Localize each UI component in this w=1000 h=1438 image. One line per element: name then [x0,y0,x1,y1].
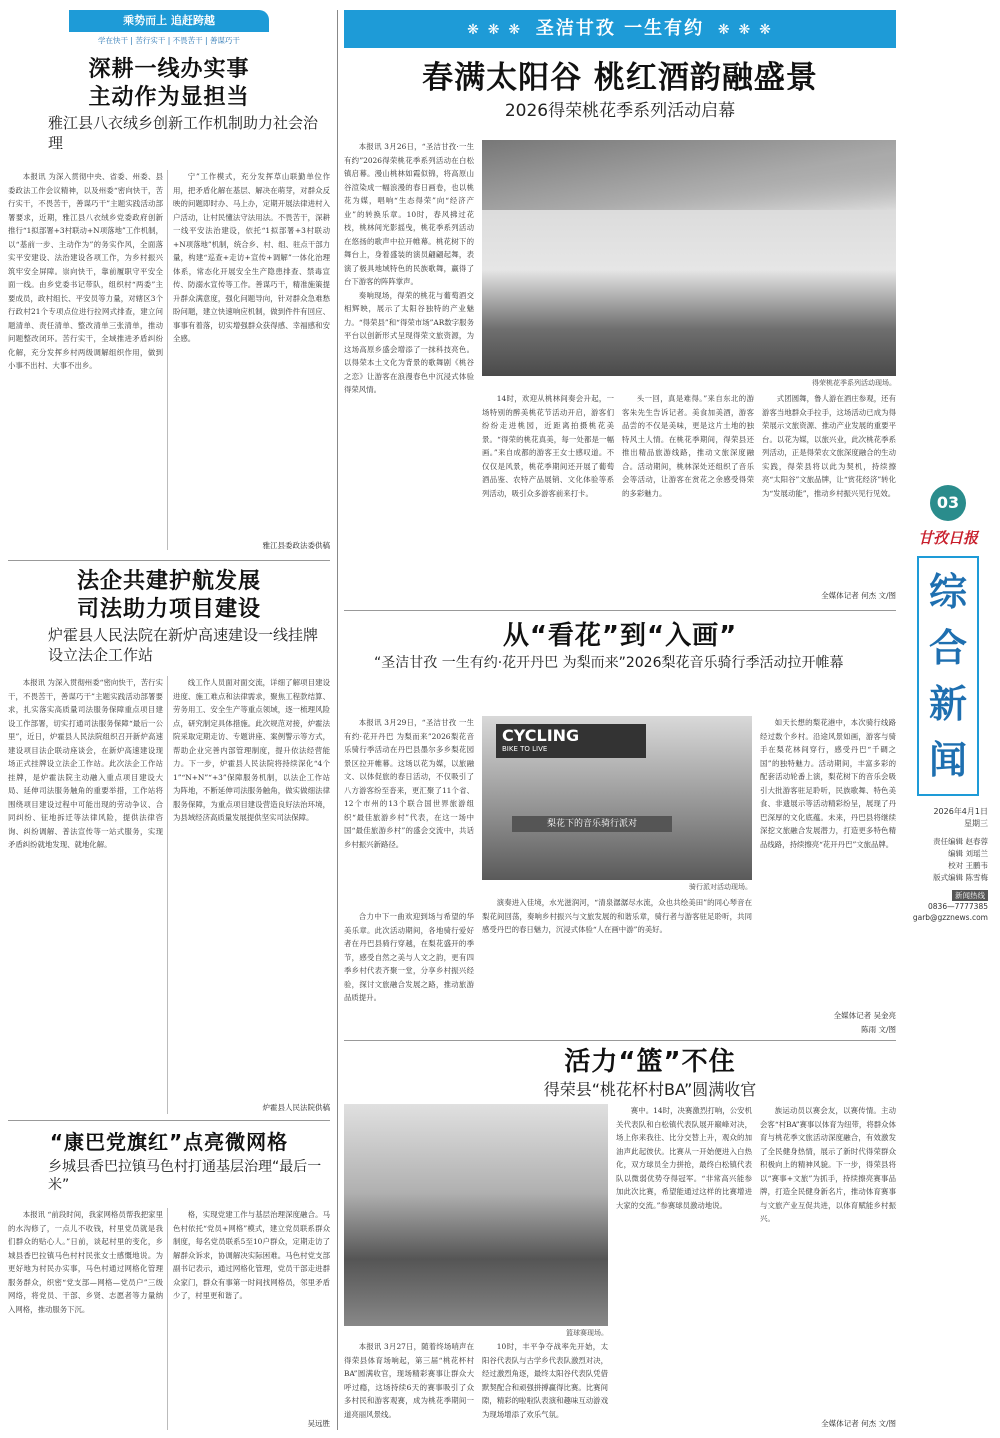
article-byline: 陈雨 文/图 [861,1025,896,1034]
banner-subtext: BIKE TO LIVE [502,745,548,753]
body-text: 合力中下一曲欢迎到场与希望的华美乐章。此次活动期间，各地骑行爱好者在丹巴县骑行穿越，在梨花盛开的季节，感受自然之美与人文之韵，更有四季乡村代表齐聚一堂，分享乡村振兴经验，探讨文旅融合发展之路，推动旅游品质提升。 [344,912,474,1002]
cycling-event-photo [482,716,752,880]
article-body [482,896,752,1056]
body-text: 14时，欢迎从桃林间奏会升起，一场特别的醉美桃花节活动开启，游客们纷纷走进桃园，近距离拍摄桃花美景。“得荣的桃花真美，每一处都是一幅画。”来自成都的游客王女士感叹道。不仅仅是风景，桃花季期间还开展了葡萄酒品鉴、农特产品展销、文化体验等系列活动，吸引众多游客前来打卡。 [482,394,614,498]
body-text: 本报讯 为深入贯彻州委“密向快干，苦行实干，不畏苦干，善谋巧干”主题实践活动部署要求，扎实落实高质量司法服务保障重点项目建设工作部署，切实打通司法服务保障“最后一公里”，近日，炉霍县人民法院组织召开新炉高速建设项目法企联动座谈会，在新炉高速建设现场正式挂牌设立法企工作站。此次法企工作站挂牌，是炉霍法院主动融入重点项目建设大局、延伸司法服务触角的重要举措，工作站将围绕项目建设过程中可能出现的劳动争议、合同纠纷、征地拆迁等法律风险，提供法律咨询、纠纷调解、普法宣传等一站式服务，实现矛盾纠纷就地发现、就地化解。 [8,678,163,849]
article-peach [344,56,896,122]
article-byline: 吴远胜 [307,1419,330,1428]
article-title: 法企共建护航发展 [76,569,261,594]
body-text: 式团圆舞，鲁人游在酒庄参观，还有游客当地群众手拉手，这场活动已成为得荣展示文旅资源、推动产业发展的重要平台。以花为媒，以旅兴业，此次桃花季系列活动，正是得荣农文旅深度融合的生动实践，得荣县将以此为契机，持续擦亮“太阳谷”文旅品牌，让“赏花经济”转化为“发展动能”，推动乡村振兴见行见效。 [762,394,896,498]
tag: 不畏苦干 [172,36,203,45]
banner-deco-icon: ❋ ❋ ❋ [467,22,536,38]
article-byline: 雅江县委政法委供稿 [262,541,330,550]
staff-line: 版式编辑 陈雪梅 [933,873,988,882]
article-body [482,1340,608,1432]
article-subtitle: 雅江县八衣绒乡创新工作机制助力社会治理 [48,114,319,152]
article-subtitle: 乡城县香巴拉镇马色村打通基层治理“最后一米” [48,1159,322,1194]
article-title: 从“看花”到“入画” [502,621,738,651]
article-title: 司法助力项目建设 [76,597,261,622]
body-text: 演奏进入佳境，水光滋润河，“清泉潺潺尽水流，众也共绘美田”的同心琴音在梨花间回荡，奏响乡村振兴与文旅发展的和谐乐章，骑行者与游客驻足聆听，共同感受丹巴的春日魅力，沉浸式体验“人在画中游”的美好。 [482,898,752,934]
photo-caption: 骑行派对活动现场。 [689,883,752,891]
left-column-header [8,10,330,48]
article-body [173,676,330,1102]
body-text: 赛中。14时，决赛激烈打响，公安机关代表队和白松镇代表队展开巅峰对决，场上你来我往、比分交替上升，观众的加油声此起彼伏。比赛从一开始便进入白热化，双方球员全力拼抢，最终白松镇代表队以微弱优势夺得冠军。“非常高兴能参加此次比赛，希望能通过这样的比赛增进大家的交流。”参赛球员激动地说。 [616,1106,752,1210]
page-number: 03 [936,493,960,512]
hotline-phone: 0836—7777385 [928,902,988,911]
column-rule [167,676,168,1114]
article-body [173,1208,330,1416]
article-party [8,1128,330,1194]
section-char: 综 [928,570,967,614]
staff-line: 编辑 刘瑶兰 [948,849,988,858]
stage-banner: 梨花下的音乐骑行派对 [512,816,672,832]
banner-text: CYCLING [502,726,580,745]
cycling-banner [496,724,646,758]
body-text: 10时，丰平争夺战率先开始，太阳谷代表队与古学乡代表队激烈对决，经过激烈角逐，最终太阳谷代表队凭借默契配合和顽强拼搏赢得比赛。比赛间隙，精彩的啦啦队表演和趣味互动游戏为现场增添了欢乐气氛。 [482,1342,608,1419]
body-text: 线工作人员面对面交流，详细了解项目建设进度、施工难点和法律需求，聚焦工程款结算、劳务用工、安全生产等重点领域，逐一梳理风险点，研究制定具体措施。此次规范对接，炉霍法院采取定期走访、专题讲座、案例警示等方式，帮助企业完善内部管理制度，提升依法经营能力。下一步，炉霍县人民法院将持续深化“4个1”“N+N”“+3”保障服务机制，以法企工作站为阵地，不断延伸司法服务触角，做实做细法律服务保障，为重点项目建设营造良好法治环境，为县域经济高质量发展提供坚实司法保障。 [173,678,330,822]
article-body [8,676,163,1114]
body-text: 格，实现党建工作与基层治理深度融合。马色村依托“党员+网格”模式，建立党员联系群众制度，每名党员联系5至10户群众，定期走访了解群众诉求，协调解决实际困难。马色村党支部副书记表示，通过网格化管理，党员干部走进群众家门，群众有事第一时间找网格员，邻里矛盾少了，村里更和谐了。 [173,1210,330,1300]
email: garb@gzznews.com [912,913,988,922]
column-rule [167,1208,168,1430]
section-divider [344,610,896,611]
article-subtitle: 2026得荣桃花季系列活动启幕 [504,101,736,121]
tag: 学在快干 [98,36,129,45]
section-banner [344,10,896,48]
article-title: 主动作为显担当 [88,85,250,110]
issue-date [904,806,992,830]
body-text: 头一回，真是难得。”来自东北的游客朱先生告诉记者。美食加美酒，游客品尝的不仅是美味，更是这片土地的独特风土人情。在桃花季期间，得荣县还推出精品旅游线路，推动文旅深度融合。活动期间，桃林深处还组织了音乐会等活动，让游客在赏花之余感受得荣的多彩魅力。 [622,394,754,498]
body-text: 本报讯 3月27日，随着终场哨声在得荣县体育场响起，第三届“桃花杯村BA”圆满收官，现场精彩赛事让群众大呼过瘾，这场持续6天的赛事吸引了众多村民和游客观赛，成为桃花季期间一道亮丽风景线。 [344,1342,474,1419]
body-text: 奏响现场，得荣的桃花与葡萄酒交相辉映，展示了太阳谷独特的产业魅力。“得荣县”和“得荣市场”AR数字服务平台以创新形式呈现得荣文旅资源，为这场高原乡盛会增添了一抹科技亮色。以得荣本土文化为背景的歌舞剧《桃谷之恋》让游客在浪漫春色中沉浸式体验得荣风情。 [344,290,474,394]
article-body [344,140,474,600]
article-body [8,170,163,550]
article-title: 深耕一线办实事 [88,57,250,82]
body-text: 族运动员以赛会友，以赛传情。主动会客“村BA”赛事以体育为纽带，将群众体育与桃花季文旅活动深度融合，有效激发了全民健身热情，展示了新时代得荣群众积极向上的精神风貌。下一步，得荣县将以“赛事+文旅”为抓手，持续擦亮赛事品牌，打造全民健身新名片，推动体育赛事与文旅产业互促共进，以体育赋能乡村振兴。 [760,1106,896,1223]
body-text: 本报讯 3月26日，“圣洁甘孜·一生有约”2026得荣桃花季系列活动在白松镇启幕。漫山桃林如霞似锦，将高原山谷渲染成一幅浪漫的春日画卷，也以桃花为媒，唱响“生态得荣”向“经济产业”的转换乐章。10时，春风拂过花枝，桃林间光影摇曳，桃花季系列活动在悠扬的歌声中拉开帷幕。桃花树下的舞台上，身着盛装的演员翩翩起舞，表演了极具地域特色的民族歌舞，赢得了台下游客的阵阵掌声。 [344,142,474,286]
tag: 善谋巧干 [209,36,240,45]
article-body [344,910,474,1060]
article-title: 春满太阳谷 桃红酒韵融盛景 [422,60,818,96]
article-body [622,392,754,600]
left-header-title: 乘势而上 追赶跨越 [69,10,269,32]
staff-credits [904,836,992,884]
body-text: 本报讯 3月29日，“圣洁甘孜 一生有约·花开丹巴 为梨而来”2026梨花音乐骑行季活动在丹巴县墨尔多乡梨花园景区拉开帷幕。这场以花为媒，以旅融文、以体促旅的春日活动，不仅吸引了八方游客纷至沓来，更汇聚了11个省、12个市州的13个联合国世界旅游组织“最佳旅游乡村”代表，在这一场中国“最佳旅游乡村”的盛会交流中，共话乡村振兴新路径。 [344,718,474,849]
section-char: 闻 [928,738,967,782]
column-rule [167,170,168,550]
page-column-rule [337,10,338,1430]
article-pingan [8,56,330,153]
body-text: 本报讯 “前段时间，我家网格员帮我把家里的水沟修了，一点儿不收钱，村里党员就是我们群众的贴心人。”日前，谈起村里的变化，乡城县香巴拉镇马色村村民张女士感慨地说。为更好地为村民办实事，马色村通过网格化管理服务群众，织密“党支部—网格—党员户”三级网络，将党员、干部、乡贤、志愿者等力量纳入网格，推动服务下沉。 [8,1210,163,1314]
article-subtitle: “圣洁甘孜 一生有约·花开丹巴 为梨而来”2026梨花音乐骑行季活动拉开帷幕 [374,655,844,671]
body-text: 本报讯 为深入贯彻中央、省委、州委、县委政法工作会议精神，以及州委“密向快干，苦行实干，不畏苦干，善谋巧干”主题实践活动部署要求，近期，雅江县八衣绒乡党委政府创新推行“1拟部署+3村联动+N项落地”工作机制，以“基前一步、主动作为”的务实作风，全面落实平安建设、法治建设各项工作，为乡村振兴筑牢安全屏障。崇向快干，靠前履职守平安全面一线。由乡党委书记带队，组织村“两委”主要成员，政村组长、平安员等力量，对辖区3个行政村21个专项点位进行拉网式排查，建立问题清单、责任清单、整改清单三张清单，推动问题整改闭环。苦行实干，全域推进矛盾纠纷化解，充分发挥乡村两级调解组织作用，做到小事不出村、大事不出乡。 [8,172,163,370]
photo-caption: 得荣桃花季系列活动现场。 [812,379,896,387]
article-title: “康巴党旗红”点亮微网格 [49,1130,289,1154]
basketball-photo [344,1104,608,1326]
article-byline: 全媒体记者 吴金亮 [833,1011,896,1020]
page-sidebar [904,485,992,923]
article-court [8,568,330,665]
article-subtitle: 炉霍县人民法院在新炉高速建设一线挂牌设立法企工作站 [48,626,319,664]
banner-title: 圣洁甘孜 一生有约 [535,18,705,39]
body-text: 宁”工作模式，充分发挥草山联勤单位作用，把矛盾化解在基层、解决在萌芽，对群众反映的问题即时办、马上办，定期开展法律进村入户活动，让村民懂法守法用法。不畏苦干，深耕一线平安法治建设，依托“1拟部署+3村联动+N项落地”机制，统合乡、村、组、驻点干部力量，构建“巡查+走访+宣传+调解”一体化治理体系，常态化开展安全生产隐患排查、禁毒宣传、防溺水宣传等工作。善谋巧干，精准施策提升群众满意度，强化问题导向，针对群众急难愁盼问题，建立快速响应机制，做到件件有回应、事事有着落，切实增强群众获得感、幸福感和安全感。 [173,172,330,343]
hotline-label: 新闻热线 [952,890,988,901]
tag: 苦行实干 [135,36,166,45]
left-header-tags: 学在快干 | 苦行实干 | 不畏苦干 | 善谋巧干 [98,36,240,45]
mountain-shape [482,140,896,210]
staff-line: 责任编辑 赵春蓉 [933,837,988,846]
article-body [8,1208,163,1430]
article-body [762,392,896,588]
section-char: 合 [928,626,967,670]
article-byline: 全媒体记者 何杰 文/图 [821,591,896,600]
article-byline: 全媒体记者 何杰 文/图 [821,1419,896,1428]
newspaper-logo: 甘孜日报 [917,529,978,547]
article-byline: 炉霍县人民法院供稿 [262,1103,330,1112]
weekday: 星期三 [964,819,988,828]
article-body [616,1104,752,1432]
article-subtitle: 得荣县“桃花杯村BA”圆满收官 [543,1080,757,1099]
page-number-badge [930,485,966,521]
article-basketball [344,1044,896,1101]
peach-blossom-photo [482,140,896,376]
hotline [904,890,992,923]
photo-caption: 篮球赛现场。 [566,1329,608,1337]
section-divider [8,560,330,561]
article-body [760,1104,896,1416]
article-pear [344,618,896,672]
section-char: 新 [928,682,967,726]
section-divider [344,1040,896,1041]
article-body [344,1340,474,1432]
banner-deco-icon: ❋ ❋ ❋ [704,22,773,38]
article-body [482,392,614,600]
body-text: 如天长想的梨花港中，本次骑行线路经过数个乡村。沿途风景如画，游客与骑手在梨花林间穿行，感受丹巴“千碉之国”的独特魅力。活动期间，丰富多彩的配套活动轮番上演，梨花树下的音乐会吸引大批游客驻足聆听，民族歌舞、特色美食、非遗展示等活动精彩纷呈，展现了丹巴深厚的文化底蕴。未来，丹巴县将继续深挖文旅融合发展潜力，打造更多特色精品线路，持续擦亮“花开丹巴”文旅品牌。 [760,718,896,849]
article-body [344,716,474,906]
section-name-vertical [917,556,979,796]
article-title: 活力“篮”不住 [564,1047,736,1077]
article-body [760,716,896,1008]
section-divider [8,1120,330,1121]
article-body [173,170,330,540]
staff-line: 校对 王鹏韦 [948,861,988,870]
date: 2026年4月1日 [933,807,988,816]
